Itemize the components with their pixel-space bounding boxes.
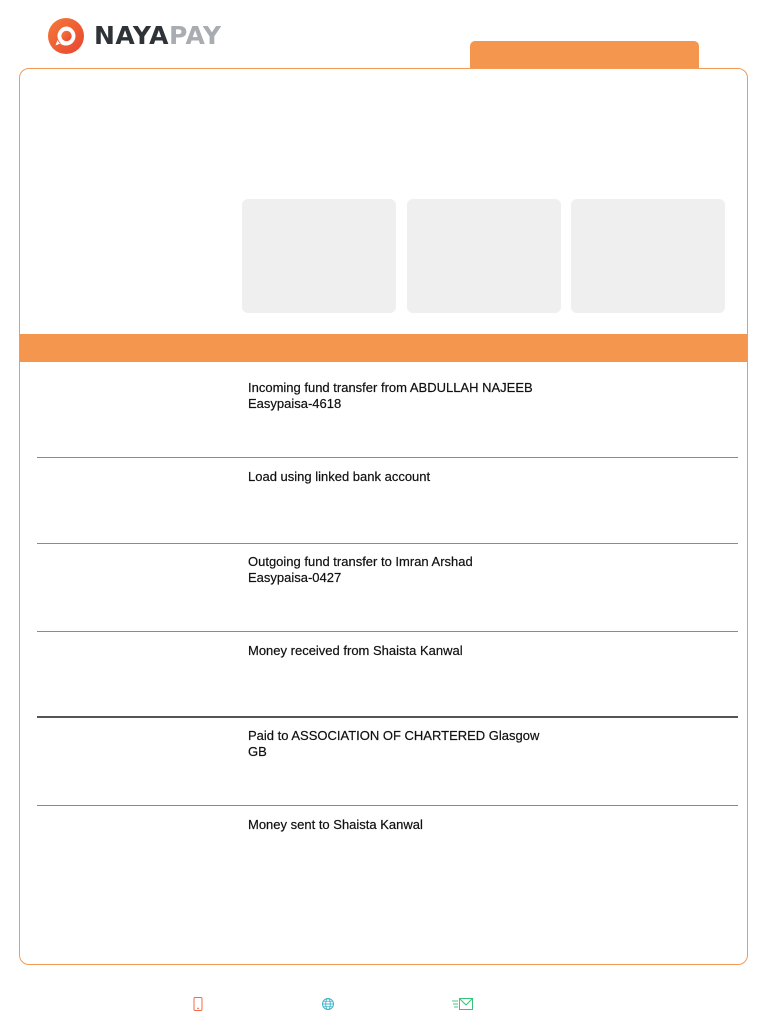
footer-contact-bar [0,996,768,1014]
transaction-description [248,643,578,659]
summary-tile-3 [571,199,725,313]
row-divider [37,716,738,718]
transaction-description-line1: Outgoing fund transfer to Imran Arshad [248,554,473,569]
transaction-description [248,380,578,412]
row-divider [37,543,738,544]
transactions-header-band [20,334,747,362]
transaction-description-line2: Easypaisa-0427 [248,570,342,585]
brand-wordmark-pay: PAY [168,21,222,50]
transaction-description-line1: Paid to ASSOCIATION OF CHARTERED Glasgow [248,728,540,743]
row-divider [37,457,738,458]
header-tab [470,41,699,71]
transaction-description-line2: GB [248,744,267,759]
statement-card [19,68,748,965]
transaction-description-line1: Money received from Shaista Kanwal [248,643,463,658]
brand-wordmark [94,17,222,55]
summary-tile-2 [407,199,561,313]
globe-icon[interactable] [320,996,336,1012]
transaction-description-line1: Load using linked bank account [248,469,431,484]
row-divider [37,805,738,806]
brand-wordmark-naya: NAYA [94,21,169,50]
transaction-description-line1: Money sent to Shaista Kanwal [248,817,423,832]
row-divider [37,631,738,632]
nayapay-logo [47,17,222,55]
transaction-description [248,554,578,586]
nayapay-logo-icon [47,17,85,55]
transaction-description [248,469,578,485]
mail-icon[interactable] [451,996,475,1012]
transaction-description [248,817,578,833]
transaction-description-line1: Incoming fund transfer from ABDULLAH NAJEEB [248,380,533,395]
summary-tile-1 [242,199,396,313]
phone-icon[interactable] [190,996,206,1012]
transaction-description-line2: Easypaisa-4618 [248,396,342,411]
transaction-description [248,728,578,760]
